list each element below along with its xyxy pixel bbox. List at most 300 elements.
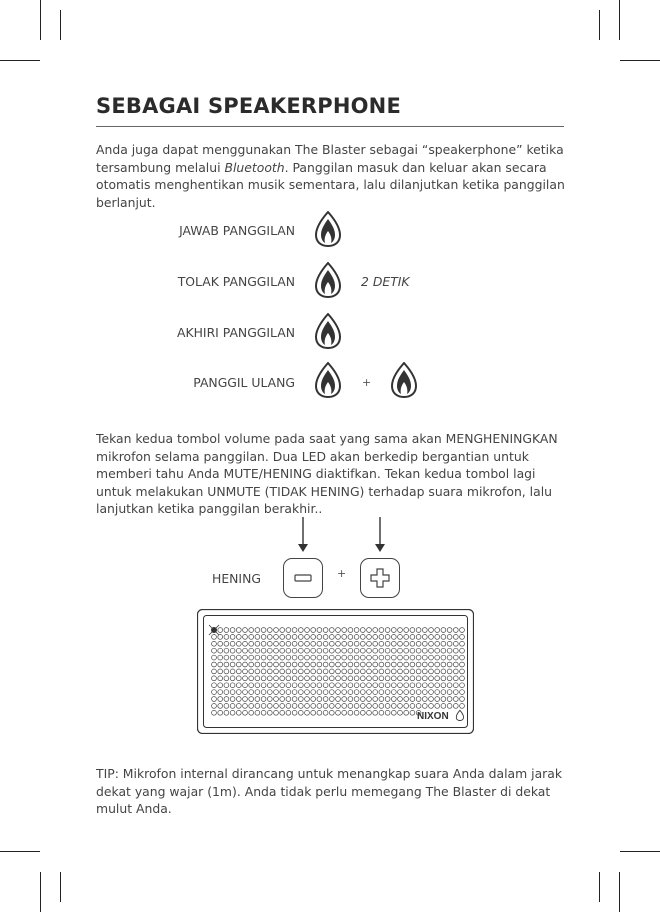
grille-hole (280, 669, 285, 674)
grille-hole (404, 635, 409, 640)
nixon-logo-icon (456, 710, 463, 720)
tip-paragraph: TIP: Mikrofon internal dirancang untuk menangkap suara Anda dalam jarak dekat yang wajar (1m). Anda tidak perlu memegang The Blaster di dekat mulut Anda. (96, 766, 563, 817)
grille-hole (224, 662, 229, 667)
grille-hole (398, 710, 403, 715)
grille-hole (348, 628, 353, 633)
grille-hole (385, 635, 390, 640)
grille-hole (212, 710, 217, 715)
grille-hole (305, 648, 310, 653)
grille-hole (267, 690, 272, 695)
grille-hole (348, 635, 353, 640)
grille-hole (255, 641, 260, 646)
grille-hole (416, 641, 421, 646)
grille-hole (249, 690, 254, 695)
grille-hole (453, 690, 458, 695)
grille-hole (305, 710, 310, 715)
grille-hole (379, 635, 384, 640)
grille-hole (391, 676, 396, 681)
grille-hole (329, 628, 334, 633)
grille-hole (435, 641, 440, 646)
grille-hole (422, 669, 427, 674)
grille-hole (373, 635, 378, 640)
grille-hole (230, 710, 235, 715)
volume-up-button[interactable] (360, 558, 400, 598)
grille-hole (323, 669, 328, 674)
grille-hole (236, 710, 241, 715)
grille-hole (422, 676, 427, 681)
grille-hole (348, 690, 353, 695)
grille-hole (249, 648, 254, 653)
grille-hole (255, 648, 260, 653)
grille-hole (317, 635, 322, 640)
grille-hole (230, 683, 235, 688)
grille-hole (305, 635, 310, 640)
grille-hole (286, 641, 291, 646)
grille-hole (323, 704, 328, 709)
grille-hole (398, 648, 403, 653)
grille-hole (236, 683, 241, 688)
grille-hole (230, 655, 235, 660)
grille-hole (404, 697, 409, 702)
call-label-redial: PANGGIL ULANG (193, 375, 295, 390)
grille-hole (212, 676, 217, 681)
grille-hole (305, 655, 310, 660)
grille-hole (274, 710, 279, 715)
grille-hole (329, 648, 334, 653)
grille-hole (286, 683, 291, 688)
grille-hole (255, 683, 260, 688)
grille-hole (249, 704, 254, 709)
grille-hole (311, 710, 316, 715)
grille-hole (317, 669, 322, 674)
grille-hole (367, 641, 372, 646)
grille-hole (243, 690, 248, 695)
grille-hole (329, 662, 334, 667)
grille-hole (261, 690, 266, 695)
grille-hole (373, 676, 378, 681)
grille-hole (230, 648, 235, 653)
grille-hole (410, 635, 415, 640)
grille-hole (274, 690, 279, 695)
grille-hole (230, 697, 235, 702)
nixon-drop-icon (315, 211, 341, 247)
grille-hole (379, 641, 384, 646)
grille-hole (447, 628, 452, 633)
grille-hole (311, 697, 316, 702)
grille-hole (348, 662, 353, 667)
grille-hole (274, 635, 279, 640)
grille-hole (460, 704, 465, 709)
grille-hole (398, 662, 403, 667)
grille-hole (360, 683, 365, 688)
grille-hole (435, 697, 440, 702)
grille-hole (435, 704, 440, 709)
grille-hole (441, 704, 446, 709)
grille-hole (385, 648, 390, 653)
grille-hole (379, 690, 384, 695)
grille-hole (404, 669, 409, 674)
grille-hole (367, 655, 372, 660)
grille-hole (255, 669, 260, 674)
grille-hole (416, 655, 421, 660)
grille-hole (224, 635, 229, 640)
grille-hole (267, 710, 272, 715)
grille-hole (391, 628, 396, 633)
grille-hole (441, 669, 446, 674)
grille-hole (261, 710, 266, 715)
crop-mark (620, 851, 660, 852)
grille-hole (410, 628, 415, 633)
grille-hole (398, 628, 403, 633)
grille-hole (329, 704, 334, 709)
grille-hole (447, 641, 452, 646)
grille-hole (286, 662, 291, 667)
grille-hole (404, 690, 409, 695)
grille-hole (236, 641, 241, 646)
grille-hole (267, 669, 272, 674)
grille-hole (292, 648, 297, 653)
grille-hole (404, 710, 409, 715)
grille-hole (398, 641, 403, 646)
grille-hole (255, 697, 260, 702)
grille-hole (342, 690, 347, 695)
grille-hole (305, 641, 310, 646)
grille-hole (422, 648, 427, 653)
grille-hole (373, 697, 378, 702)
grille-hole (336, 655, 341, 660)
grille-hole (398, 635, 403, 640)
grille-hole (453, 676, 458, 681)
grille-hole (224, 648, 229, 653)
grille-hole (360, 641, 365, 646)
crop-mark (619, 872, 620, 912)
grille-hole (447, 676, 452, 681)
grille-hole (360, 628, 365, 633)
grille-hole (385, 690, 390, 695)
grille-hole (460, 683, 465, 688)
grille-hole (224, 669, 229, 674)
grille-hole (404, 704, 409, 709)
grille-hole (429, 662, 434, 667)
grille-hole (218, 676, 223, 681)
grille-hole (460, 676, 465, 681)
grille-hole (367, 662, 372, 667)
grille-hole (422, 704, 427, 709)
grille-hole (373, 690, 378, 695)
grille-hole (329, 697, 334, 702)
grille-hole (348, 710, 353, 715)
grille-hole (298, 662, 303, 667)
grille-hole (404, 683, 409, 688)
grille-hole (298, 635, 303, 640)
grille-hole (305, 628, 310, 633)
grille-hole (218, 648, 223, 653)
grille-hole (398, 697, 403, 702)
grille-hole (447, 669, 452, 674)
grille-hole (416, 669, 421, 674)
grille-hole (286, 710, 291, 715)
grille-hole (218, 628, 223, 633)
grille-hole (367, 676, 372, 681)
grille-hole (354, 690, 359, 695)
grille-hole (342, 648, 347, 653)
grille-hole (249, 662, 254, 667)
grille-hole (236, 628, 241, 633)
grille-hole (274, 676, 279, 681)
grille-hole (367, 648, 372, 653)
grille-hole (385, 662, 390, 667)
intro-text-1: Anda juga dapat menggunakan The Blaster sebagai “speakerphone” ketika tersambung melalui (96, 142, 564, 175)
grille-hole (447, 704, 452, 709)
grille-hole (360, 635, 365, 640)
grille-hole (385, 641, 390, 646)
grille-hole (410, 710, 415, 715)
grille-hole (280, 662, 285, 667)
grille-hole (274, 683, 279, 688)
grille-hole (249, 676, 254, 681)
volume-down-button[interactable] (283, 558, 323, 598)
grille-hole (212, 641, 217, 646)
grille-hole (280, 710, 285, 715)
grille-hole (280, 676, 285, 681)
grille-hole (441, 683, 446, 688)
grille-hole (354, 648, 359, 653)
grille-hole (292, 683, 297, 688)
grille-hole (416, 662, 421, 667)
grille-hole (410, 697, 415, 702)
grille-hole (243, 655, 248, 660)
grille-hole (348, 641, 353, 646)
crop-mark (620, 60, 660, 61)
grille-hole (441, 641, 446, 646)
grille-hole (336, 635, 341, 640)
grille-hole (292, 690, 297, 695)
grille-hole (360, 648, 365, 653)
grille-hole (323, 635, 328, 640)
brand-logo: NIXON (417, 711, 449, 722)
grille-hole (460, 690, 465, 695)
grille-hole (236, 676, 241, 681)
grille-hole (255, 662, 260, 667)
grille-hole (385, 704, 390, 709)
grille-hole (354, 635, 359, 640)
grille-hole (385, 683, 390, 688)
grille-hole (373, 655, 378, 660)
grille-hole (453, 635, 458, 640)
grille-hole (255, 635, 260, 640)
grille-hole (410, 641, 415, 646)
grille-hole (441, 662, 446, 667)
grille-hole (212, 648, 217, 653)
grille-hole (398, 655, 403, 660)
grille-hole (453, 697, 458, 702)
grille-hole (243, 628, 248, 633)
grille-hole (429, 690, 434, 695)
grille-hole (360, 697, 365, 702)
grille-hole (373, 662, 378, 667)
grille-hole (329, 669, 334, 674)
grille-hole (323, 655, 328, 660)
grille-hole (398, 669, 403, 674)
crop-mark (599, 10, 600, 40)
grille-hole (311, 648, 316, 653)
nixon-drop-icon (315, 362, 341, 398)
nixon-drop-icon (315, 313, 341, 349)
grille-hole (317, 628, 322, 633)
grille-hole (298, 690, 303, 695)
grille-hole (218, 641, 223, 646)
nixon-drop-icon (315, 262, 341, 298)
grille-hole (317, 676, 322, 681)
intro-text-2: . Panggilan masuk dan keluar akan secara otomatis menghentikan musik sementara, lalu dilanjutkan ketika panggilan berlanjut. (96, 159, 565, 210)
grille-hole (267, 676, 272, 681)
grille-hole (292, 669, 297, 674)
grille-hole (441, 697, 446, 702)
grille-hole (447, 662, 452, 667)
grille-hole (373, 683, 378, 688)
grille-hole (460, 669, 465, 674)
grille-hole (336, 628, 341, 633)
grille-hole (243, 683, 248, 688)
grille-hole (230, 704, 235, 709)
grille-hole (460, 662, 465, 667)
grille-hole (360, 669, 365, 674)
grille-hole (373, 628, 378, 633)
grille-hole (298, 641, 303, 646)
grille-hole (218, 662, 223, 667)
crop-mark (619, 0, 620, 40)
grille-hole (391, 635, 396, 640)
grille-hole (311, 641, 316, 646)
grille-hole (422, 655, 427, 660)
grille-hole (311, 655, 316, 660)
grille-hole (447, 655, 452, 660)
grille-hole (416, 635, 421, 640)
grille-hole (336, 669, 341, 674)
grille-hole (305, 704, 310, 709)
grille-hole (329, 710, 334, 715)
grille-hole (305, 669, 310, 674)
grille-hole (391, 704, 396, 709)
hold-duration-note: 2 DETIK (361, 274, 410, 289)
grille-hole (230, 641, 235, 646)
grille-hole (311, 635, 316, 640)
grille-hole (329, 655, 334, 660)
grille-hole (236, 662, 241, 667)
grille-hole (274, 641, 279, 646)
grille-hole (354, 669, 359, 674)
grille-hole (410, 669, 415, 674)
grille-hole (280, 655, 285, 660)
grille-hole (267, 655, 272, 660)
combo-plus: + (337, 567, 347, 580)
grille-hole (236, 697, 241, 702)
grille-hole (267, 662, 272, 667)
grille-hole (373, 710, 378, 715)
grille-hole (249, 710, 254, 715)
grille-hole (280, 697, 285, 702)
grille-hole (410, 662, 415, 667)
grille-hole (243, 669, 248, 674)
grille-hole (360, 710, 365, 715)
grille-hole (404, 655, 409, 660)
grille-hole (286, 628, 291, 633)
grille-hole (435, 662, 440, 667)
grille-hole (416, 648, 421, 653)
minus-icon (284, 559, 322, 597)
grille-hole (348, 648, 353, 653)
grille-hole (311, 690, 316, 695)
grille-hole (416, 690, 421, 695)
grille-hole (447, 635, 452, 640)
crop-mark (0, 60, 40, 61)
grille-hole (212, 704, 217, 709)
grille-hole (348, 697, 353, 702)
grille-hole (249, 655, 254, 660)
hening-label: HENING (212, 571, 261, 586)
grille-hole (342, 676, 347, 681)
grille-hole (404, 662, 409, 667)
grille-hole (435, 628, 440, 633)
grille-hole (435, 635, 440, 640)
grille-hole (391, 710, 396, 715)
grille-hole (379, 662, 384, 667)
grille-hole (249, 683, 254, 688)
grille-hole (342, 683, 347, 688)
grille-hole (453, 662, 458, 667)
grille-hole (311, 704, 316, 709)
grille-hole (267, 697, 272, 702)
grille-hole (261, 662, 266, 667)
grille-hole (379, 655, 384, 660)
grille-hole (398, 676, 403, 681)
grille-hole (367, 710, 372, 715)
grille-hole (360, 655, 365, 660)
grille-hole (391, 697, 396, 702)
grille-hole (323, 676, 328, 681)
grille-hole (274, 648, 279, 653)
plus-icon (361, 559, 399, 597)
grille-hole (404, 628, 409, 633)
speaker-illustration (197, 609, 474, 734)
grille-hole (373, 641, 378, 646)
grille-hole (280, 635, 285, 640)
grille-hole (404, 676, 409, 681)
grille-hole (429, 704, 434, 709)
grille-hole (435, 690, 440, 695)
grille-hole (267, 628, 272, 633)
grille-hole (224, 683, 229, 688)
grille-hole (391, 662, 396, 667)
grille-hole (422, 628, 427, 633)
grille-hole (422, 697, 427, 702)
grille-hole (298, 669, 303, 674)
grille-hole (422, 641, 427, 646)
grille-hole (367, 683, 372, 688)
grille-hole (385, 697, 390, 702)
grille-hole (317, 662, 322, 667)
grille-hole (429, 669, 434, 674)
grille-hole (292, 635, 297, 640)
grille-hole (218, 655, 223, 660)
crop-mark (0, 851, 40, 852)
grille-hole (280, 648, 285, 653)
grille-hole (416, 704, 421, 709)
grille-hole (255, 690, 260, 695)
grille-hole (298, 697, 303, 702)
grille-hole (354, 662, 359, 667)
crop-mark (40, 0, 41, 40)
